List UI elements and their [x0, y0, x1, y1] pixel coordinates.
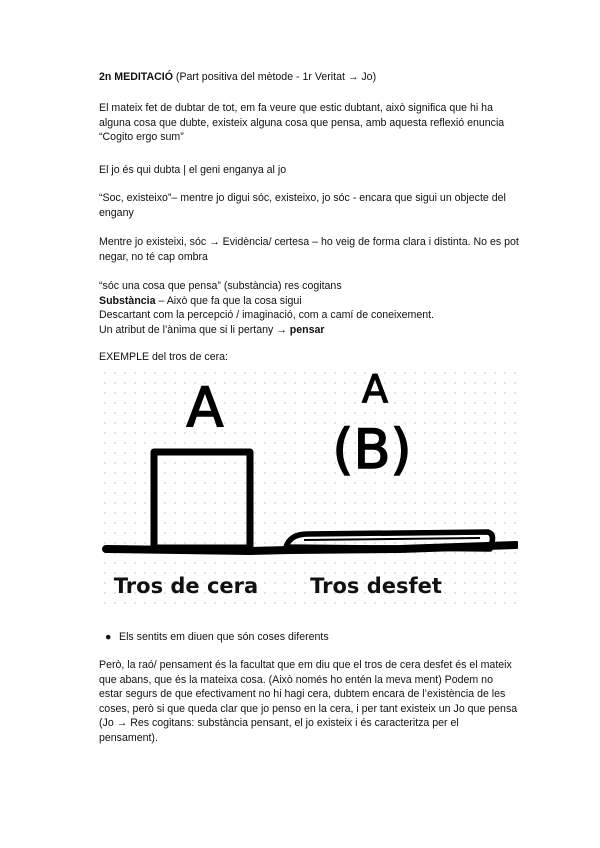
example-heading: EXEMPLE del tros de cera:: [99, 351, 228, 363]
wax-drawing: [100, 368, 518, 606]
heading-rest: (Part positiva del mètode - 1r Veritat → Jo): [172, 71, 377, 83]
descartant-line: Descartant com la percepció / imaginació, com a camí de coneixement.: [99, 309, 435, 322]
bullet-icon: ●: [105, 631, 112, 643]
substancia-line: [99, 294, 519, 309]
bullet-text: Els sentits em diuen que són coses diferents: [119, 631, 329, 643]
paragraph-jo-dubta: El jo és qui dubta | el geni enganya al jo: [99, 164, 287, 176]
caption-solid: Tros de cera: [113, 574, 259, 598]
label-b-top: A: [362, 368, 388, 411]
label-b: (B): [332, 418, 412, 481]
paragraph-soc-existeixo: “Soc, existeixo”– mentre jo digui sóc, existeixo, jo sóc - encara que sigui un objecte del engany: [99, 192, 506, 219]
paragraph-rao: Però, la raó/ pensament és la facultat que em diu que el tros de cera desfet és el mateix que abans, que és la mateixa cosa. (Això només ho entén la meva ment) Podem no estar segurs de que efectivament no hi hagi cera, dubtem encara de l’existència de les coses, però si que queda clar que jo penso en la cera, i per tant existeix un Jo que pensa (Jo → Res cogitans: substància pensant, el jo existeix i és caracteritza per el pensament).: [99, 659, 518, 744]
section-heading: [99, 70, 519, 85]
label-a: A: [186, 376, 224, 439]
bullet-item: [105, 630, 329, 645]
substancia-definition: – Això que fa que la cosa sigui: [155, 294, 302, 307]
heading-bold: 2n MEDITACIÓ: [99, 71, 173, 83]
wax-drawing-svg: [100, 368, 518, 606]
substancia-term: Substància: [99, 294, 156, 307]
atribut-text: Un atribut de l’ànima que si li pertany →: [99, 323, 290, 336]
pensar-term: pensar: [289, 323, 325, 336]
paragraph-cogito: El mateix fet de dubtar de tot, em fa veure que estic dubtant, això significa que hi ha alguna cosa que dubte, existeix alguna cosa que pensa, amb aquesta reflexió enuncia “Cogito ergo sum”: [99, 102, 505, 144]
res-cogitans-line: “sóc una cosa que pensa” (substància) res cogitans: [99, 280, 342, 292]
caption-melted: Tros desfet: [310, 574, 442, 598]
dot-grid: [100, 368, 518, 606]
paragraph-substancia: [99, 279, 519, 337]
ground-line: [106, 545, 516, 551]
atribut-line: [99, 323, 519, 338]
paragraph-evidencia: Mentre jo existeixi, sóc → Evidència/ certesa – ho veig de forma clara i distinta. No es pot negar, no té cap ombra: [99, 236, 519, 263]
